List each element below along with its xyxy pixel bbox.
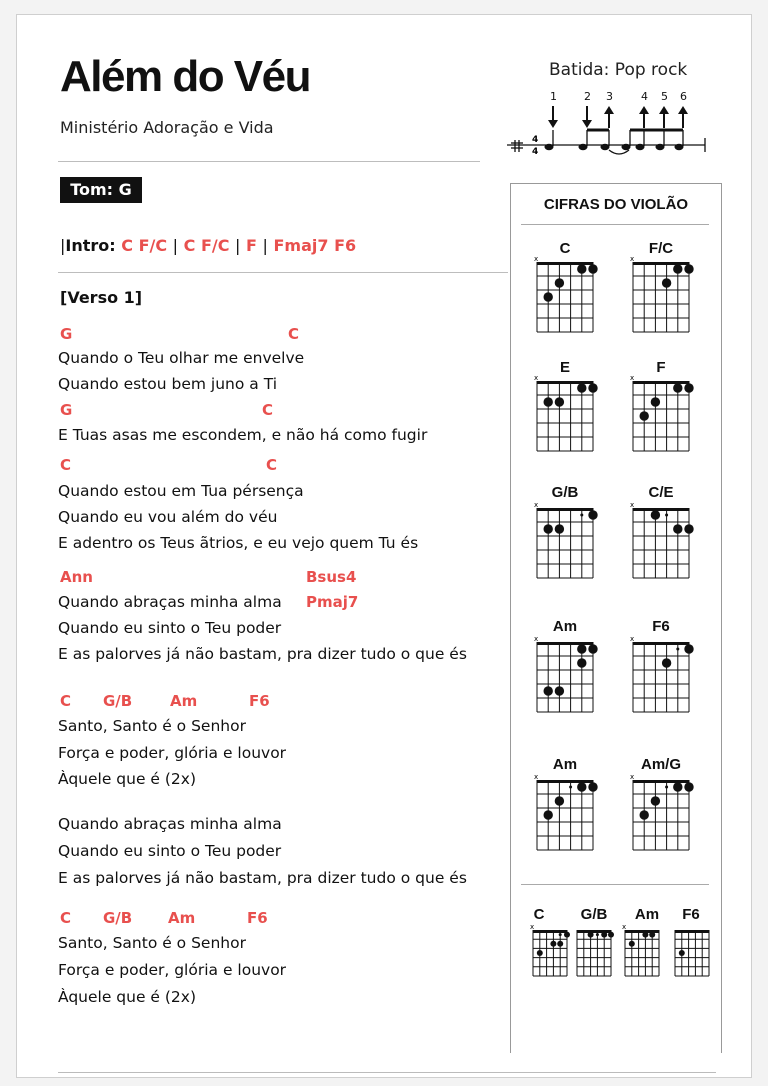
chord-diagram <box>669 924 715 982</box>
chord-diagram <box>527 924 573 982</box>
lyric-line: E as palorves já não bastam, pra dizer tudo o que és <box>58 645 467 663</box>
strumming-label: Batida: Pop rock <box>549 60 688 80</box>
chord-label: Am <box>170 692 198 710</box>
intro-chords: C F/C <box>183 236 230 255</box>
chord-diagram-name: F <box>656 359 666 376</box>
section-label: [Verso 1] <box>60 288 143 307</box>
chord-label: G/B <box>103 692 133 710</box>
chord-label: F6 <box>249 692 270 710</box>
lyric-line: Àquele que é (2x) <box>58 770 197 788</box>
chord-label: Bsus4 <box>306 568 357 586</box>
artist-name: Ministério Adoração e Vida <box>60 118 274 137</box>
svg-text:x: x <box>630 375 635 382</box>
lyric-line: Quando eu sinto o Teu poder <box>58 619 282 637</box>
lyric-line: E adentro os Teus ãtrios, e eu vejo quem Tu és <box>58 534 419 552</box>
chord-diagram-name: G/B <box>551 484 579 501</box>
intro-line <box>60 236 356 255</box>
svg-text:x: x <box>534 774 539 781</box>
lyric-line: Àquele que é (2x) <box>58 988 197 1006</box>
chord-panel <box>510 183 722 1053</box>
lyric-line: Força e poder, glória e louvor <box>58 744 287 762</box>
beat-number: 3 <box>606 90 613 103</box>
song-title: Além do Véu <box>60 52 310 101</box>
svg-text:x: x <box>534 256 539 263</box>
beat-number: 4 <box>641 90 648 103</box>
chord-diagram-name: C <box>559 240 571 257</box>
lyric-line: E Tuas asas me escondem, e não há como fugir <box>58 426 428 444</box>
lyric-line: Quando o Teu olhar me envelve <box>58 349 305 367</box>
svg-text:x: x <box>630 636 635 643</box>
lyric-line: E as palorves já não bastam, pra dizer tudo o que és <box>58 869 467 887</box>
beat-number: 2 <box>584 90 591 103</box>
chord-label: Ann <box>60 568 93 586</box>
chord-label: C <box>266 456 278 474</box>
svg-text:x: x <box>530 924 535 931</box>
chord-diagram <box>531 256 599 338</box>
chord-diagram <box>531 375 599 457</box>
chord-label: Pmaj7 <box>306 593 359 611</box>
intro-bar: | <box>60 236 66 255</box>
chord-label: G/B <box>103 909 133 927</box>
chord-diagram-name: C <box>533 906 545 923</box>
intro-chords: C F/C <box>121 236 168 255</box>
chord-label: G <box>60 325 73 343</box>
key-badge: Tom: G <box>60 177 142 203</box>
chord-label: G <box>60 401 73 419</box>
chord-diagram-name: F/C <box>648 240 674 257</box>
intro-divider <box>58 272 508 273</box>
svg-text:x: x <box>630 774 635 781</box>
chord-label: F6 <box>247 909 268 927</box>
chord-diagram <box>627 502 695 584</box>
lyric-line: Quando abraças minha alma <box>58 815 282 833</box>
lyric-line: Quando estou em Tua pérsença <box>58 482 304 500</box>
chord-diagram-name: Am <box>634 906 660 923</box>
intro-label: Intro: <box>65 236 116 255</box>
chord-diagram <box>571 924 617 982</box>
chord-label: C <box>288 325 300 343</box>
svg-text:x: x <box>534 502 539 509</box>
chord-diagram-name: F6 <box>652 618 670 635</box>
chord-label: C <box>262 401 274 419</box>
chord-panel-divider <box>521 884 709 885</box>
lyric-line: Quando abraças minha alma <box>58 593 282 611</box>
beat-number: 5 <box>661 90 668 103</box>
lyric-line: Quando estou bem juno a Ti <box>58 375 278 393</box>
chord-diagram <box>627 375 695 457</box>
chord-diagram-name: Am/G <box>640 756 681 773</box>
lyric-line: Força e poder, glória e louvor <box>58 961 287 979</box>
lyric-line: Quando eu sinto o Teu poder <box>58 842 282 860</box>
chord-diagram <box>627 774 695 856</box>
time-signature-bottom: 4 <box>532 147 539 157</box>
chord-diagram <box>627 256 695 338</box>
chord-diagram <box>531 502 599 584</box>
strumming-notation <box>505 88 715 163</box>
chord-label: C <box>60 456 72 474</box>
chord-diagram <box>619 924 665 982</box>
chord-diagram-name: Am <box>552 756 578 773</box>
svg-text:x: x <box>534 375 539 382</box>
footer-divider <box>58 1072 716 1073</box>
svg-text:x: x <box>630 256 635 263</box>
chord-label: Am <box>168 909 196 927</box>
chord-diagram-name: F6 <box>682 906 700 923</box>
strumming-pattern <box>505 88 715 163</box>
chord-diagram-name: C/E <box>648 484 674 501</box>
intro-chords: Fmaj7 F6 <box>273 236 357 255</box>
lyric-line: Santo, Santo é o Senhor <box>58 717 246 735</box>
chord-label: C <box>60 909 72 927</box>
chord-diagram-name: Am <box>552 618 578 635</box>
chord-panel-divider <box>521 224 709 225</box>
intro-bar: | <box>235 236 241 255</box>
header-divider <box>58 161 480 162</box>
chord-diagram <box>627 636 695 718</box>
chord-diagram-name: G/B <box>580 906 608 923</box>
chord-diagram <box>531 774 599 856</box>
intro-chords: F <box>246 236 257 255</box>
chord-diagram-name: E <box>559 359 570 376</box>
svg-text:x: x <box>630 502 635 509</box>
chord-label: C <box>60 692 72 710</box>
lyric-line: Santo, Santo é o Senhor <box>58 934 246 952</box>
chord-panel-title: CIFRAS DO VIOLÃO <box>543 196 689 213</box>
chord-diagram <box>531 636 599 718</box>
intro-bar: | <box>262 236 268 255</box>
lyric-line: Quando eu vou além do véu <box>58 508 278 526</box>
svg-text:x: x <box>534 636 539 643</box>
intro-bar: | <box>172 236 179 255</box>
svg-text:x: x <box>622 924 627 931</box>
beat-number: 1 <box>550 90 557 103</box>
beat-number: 6 <box>680 90 687 103</box>
time-signature-top: 4 <box>532 135 539 145</box>
